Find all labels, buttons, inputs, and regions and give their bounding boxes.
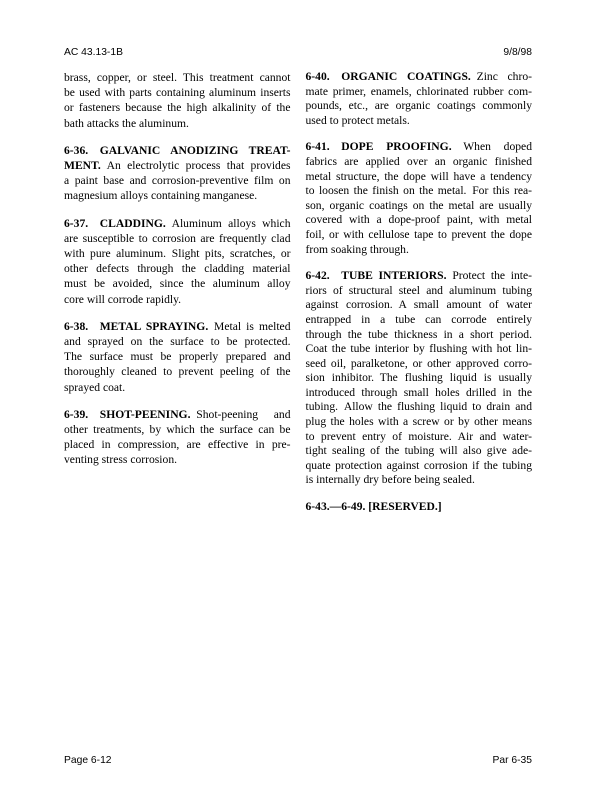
footer-par-number: Par 6-35 — [492, 755, 532, 766]
text-line — [64, 173, 291, 188]
line-text: covered with a dope-proof paint, with metal — [305, 213, 532, 227]
text-line — [64, 85, 291, 100]
line-text: Coat the tube interior by flushing with hot lin- — [305, 342, 532, 356]
text-line — [306, 313, 533, 328]
text-line — [306, 184, 533, 199]
line-text: seed oil, paralketone, or other approved corro- — [305, 356, 532, 370]
line-text: or fasteners because the high alkalinity of the — [64, 101, 291, 115]
text-line — [64, 143, 291, 158]
line-text: brass, copper, or steel. This treatment cannot — [64, 71, 291, 84]
line-text: is internally dry before being sealed. — [305, 473, 475, 487]
paragraph-label: 6-43.—6-49. [RESERVED.] — [305, 500, 442, 514]
line-text: be used with parts containing aluminum inserts — [64, 86, 291, 100]
page-header — [64, 47, 532, 58]
text-line — [306, 298, 533, 313]
text-line — [306, 99, 533, 114]
line-text: against corrosion. A small amount of water — [305, 298, 532, 312]
line-text: core will corrode rapidly. — [64, 292, 182, 306]
paragraph — [306, 269, 533, 488]
line-text: to prevent entry of moisture. Air and water- — [305, 429, 532, 443]
text-line — [306, 328, 533, 343]
line-text: pounds, etc., are organic coatings commonly — [305, 99, 532, 113]
paragraph — [64, 216, 291, 307]
text-line — [64, 246, 291, 261]
paragraph — [64, 407, 291, 468]
line-text: venting stress corrosion. — [64, 453, 178, 467]
text-line — [306, 170, 533, 185]
line-text: quate protection against corrosion if the tubing — [305, 458, 532, 472]
line-text: Zinc chro- — [470, 70, 532, 83]
line-text: son, organic coatings on the metal are usually — [305, 198, 532, 212]
line-text: Shot-peening and — [190, 407, 291, 421]
paragraph-label: MENT. — [64, 159, 101, 173]
text-line — [306, 459, 533, 474]
text-line — [64, 216, 291, 231]
text-line — [306, 500, 533, 515]
line-text: with pure aluminum. Slight pits, scratches, or — [64, 247, 291, 261]
text-line — [64, 261, 291, 276]
text-line — [306, 473, 533, 488]
text-line — [306, 269, 533, 284]
text-line — [64, 188, 291, 203]
line-text: Metal is melted — [208, 319, 291, 333]
text-line — [306, 386, 533, 401]
text-line — [306, 114, 533, 129]
line-text: other treatments, by which the surface can be — [64, 423, 291, 437]
line-text: plug the holes with a screw or by other means — [305, 415, 532, 429]
paragraph-label: 6-39. SHOT-PEENING. — [64, 407, 191, 421]
line-text: sprayed coat. — [64, 380, 126, 394]
line-text: through the tube thickness in a short period. — [305, 327, 532, 341]
text-line — [306, 70, 533, 85]
column-right — [306, 70, 533, 527]
line-text: When doped — [451, 140, 532, 154]
line-text: bath attacks the aluminum. — [64, 116, 189, 130]
text-line — [64, 319, 291, 334]
text-line — [306, 444, 533, 459]
line-text: are susceptible to corrosion are frequently clad — [64, 231, 291, 245]
paragraph-label: 6-37. CLADDING. — [64, 216, 166, 230]
paragraph — [64, 143, 291, 204]
paragraph-label: 6-42. TUBE INTERIORS. — [305, 269, 447, 283]
document-body — [64, 70, 532, 527]
text-line — [64, 452, 291, 467]
line-text: from soaking through. — [305, 242, 409, 256]
line-text: other defects through the cladding material — [64, 262, 291, 276]
line-text: metal structure, the dope will have a tendency — [305, 169, 532, 183]
line-text: must be avoided, since the aluminum alloy — [64, 277, 291, 291]
text-line — [64, 334, 291, 349]
text-line — [306, 430, 533, 445]
text-line — [306, 371, 533, 386]
text-line — [306, 199, 533, 214]
text-line — [64, 292, 291, 307]
text-line — [64, 364, 291, 379]
line-text: placed in compression, are effective in pre- — [64, 438, 291, 452]
footer-page-number: Page 6-12 — [64, 755, 112, 766]
line-text: a paint base and corrosion-preventive film on — [64, 174, 291, 188]
text-line — [306, 228, 533, 243]
text-line — [306, 284, 533, 299]
page-footer — [64, 755, 532, 766]
column-left — [64, 70, 291, 527]
paragraph-label: 6-41. DOPE PROOFING. — [305, 140, 452, 154]
text-line — [64, 100, 291, 115]
line-text: An electrolytic process that provides — [100, 159, 291, 173]
header-doc-number: AC 43.13-1B — [64, 47, 123, 58]
text-line — [64, 158, 291, 173]
text-line — [64, 437, 291, 452]
text-line — [306, 140, 533, 155]
text-line — [64, 407, 291, 422]
line-text: entrapped in a tube can corrode entirely — [305, 312, 532, 326]
paragraph — [64, 70, 291, 131]
text-line — [64, 116, 291, 131]
text-line — [306, 342, 533, 357]
text-line — [306, 85, 533, 100]
line-text: tubing. Allow the flushing liquid to drain and — [305, 400, 532, 414]
text-line — [306, 155, 533, 170]
line-text: used to protect metals. — [305, 113, 410, 127]
text-line — [64, 380, 291, 395]
text-line — [64, 422, 291, 437]
text-line — [306, 400, 533, 415]
paragraph — [306, 500, 533, 515]
line-text: to loosen the finish on the metal. For this rea- — [305, 184, 532, 198]
text-line — [64, 70, 291, 85]
line-text: mate primer, enamels, chlorinated rubber com- — [305, 84, 532, 98]
text-line — [64, 231, 291, 246]
paragraph-label: 6-36. GALVANIC ANODIZING TREAT- — [64, 143, 291, 157]
line-text: magnesium alloys containing manganese. — [64, 189, 258, 203]
line-text: The surface must be properly prepared and — [64, 350, 291, 364]
paragraph-label: 6-38. METAL SPRAYING. — [64, 319, 209, 333]
line-text: riors of structural steel and aluminum tubing — [305, 283, 532, 297]
line-text: Protect the inte- — [446, 269, 533, 283]
text-line — [306, 213, 533, 228]
header-date: 9/8/98 — [503, 47, 532, 58]
line-text: Aluminum alloys which — [165, 216, 291, 230]
paragraph — [306, 140, 533, 257]
paragraph-label: 6-40. ORGANIC COATINGS. — [305, 70, 471, 83]
paragraph — [64, 319, 291, 395]
line-text: thoroughly cleaned to prevent peeling of the — [64, 365, 291, 379]
line-text: tight sealing of the tubing will also give ade- — [305, 444, 532, 458]
line-text: and sprayed on the surface to be protected. — [64, 335, 291, 349]
line-text: fabrics are applied over an organic finished — [305, 154, 532, 168]
text-line — [64, 276, 291, 291]
text-line — [306, 357, 533, 372]
line-text: introduced through small holes drilled in the — [305, 385, 532, 399]
text-line — [64, 349, 291, 364]
text-line — [306, 243, 533, 258]
paragraph — [306, 70, 533, 128]
text-line — [306, 415, 533, 430]
line-text: sion inhibitor. The flushing liquid is usually — [305, 371, 532, 385]
line-text: foil, or with cellulose tape to prevent the dope — [305, 227, 532, 241]
